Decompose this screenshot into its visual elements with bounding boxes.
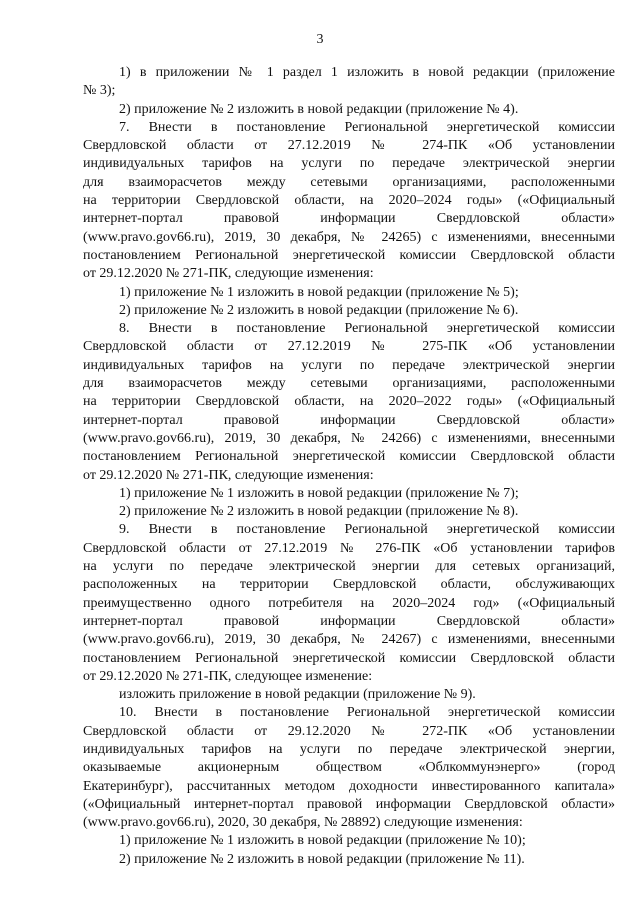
text-line: индивидуальных тарифов на услуги по передаче электрической энергии, — [83, 741, 615, 757]
page-number: 3 — [316, 32, 324, 47]
text-line: (www.pravo.gov66.ru), 2019, 30 декабря, № 24266) с изменениями, внесенными — [83, 430, 615, 446]
text-line: № 3); — [83, 83, 116, 99]
text-line: интернет-портал правовой информации Свердловской области» — [83, 412, 615, 428]
text-line: 10. Внести в постановление Региональной энергетической комиссии — [119, 705, 615, 721]
text-line: расположенных на территории Свердловской области, обслуживающих — [83, 577, 615, 593]
text-line: Свердловской области от 29.12.2020 № 272-ПК «Об установлении — [83, 723, 615, 739]
text-line: Екатеринбург), рассчитанных методом доходности инвестированного капитала» — [83, 778, 615, 794]
text-line: от 29.12.2020 № 271-ПК, следующее изменение: — [83, 668, 373, 684]
text-line: 1) в приложении № 1 раздел 1 изложить в новой редакции (приложение — [119, 65, 615, 80]
text-line: для взаиморасчетов между сетевыми организациями, расположенными — [83, 174, 615, 190]
text-line: от 29.12.2020 № 271-ПК, следующие изменения: — [83, 266, 374, 282]
text-line: 2) приложение № 2 изложить в новой редакции (приложение № 8). — [119, 504, 519, 520]
text-line: индивидуальных тарифов на услуги по передаче электрической энергии — [83, 156, 615, 172]
text-line: (www.pravo.gov66.ru), 2020, 30 декабря, № 28892) следующие изменения: — [83, 815, 523, 831]
text-line: Свердловской области от 27.12.2019 № 274-ПК «Об установлении — [83, 138, 615, 154]
text-line: 1) приложение № 1 изложить в новой редакции (приложение № 10); — [119, 833, 526, 849]
text-line: индивидуальных тарифов на услуги по передаче электрической энергии — [83, 357, 615, 373]
text-line: (www.pravo.gov66.ru), 2019, 30 декабря, № 24267) с изменениями, внесенными — [83, 632, 615, 648]
text-line: Свердловской области от 27.12.2019 № 276-ПК «Об установлении тарифов — [83, 540, 615, 556]
text-line: на услуги по передаче электрической энергии для сетевых организаций, — [83, 559, 615, 575]
text-line: Свердловской области от 27.12.2019 № 275-ПК «Об установлении — [83, 339, 615, 355]
text-line: 1) приложение № 1 изложить в новой редакции (приложение № 5); — [119, 284, 519, 300]
text-line: 9. Внести в постановление Региональной энергетической комиссии — [119, 522, 615, 538]
text-line: на территории Свердловской области, на 2020–2024 годы» («Официальный — [83, 193, 615, 209]
text-line: (www.pravo.gov66.ru), 2019, 30 декабря, № 24265) с изменениями, внесенными — [83, 229, 615, 245]
text-line: постановлением Региональной энергетической комиссии Свердловской области — [83, 247, 615, 263]
text-line: 2) приложение № 2 изложить в новой редакции (приложение № 11). — [119, 851, 525, 867]
text-line: («Официальный интернет-портал правовой информации Свердловской области» — [83, 796, 615, 812]
text-line: изложить приложение в новой редакции (приложение № 9). — [119, 687, 476, 703]
text-line: интернет-портал правовой информации Свердловской области» — [83, 613, 615, 629]
text-line: интернет-портал правовой информации Свердловской области» — [83, 211, 615, 227]
document-body — [83, 64, 615, 869]
text-line: 7. Внести в постановление Региональной энергетической комиссии — [119, 119, 615, 135]
text-line: преимущественно одного потребителя на 2020–2024 год» («Официальный — [83, 595, 615, 611]
text-line: на территории Свердловской области, на 2020–2022 годы» («Официальный — [83, 394, 615, 410]
text-line: 8. Внести в постановление Региональной энергетической комиссии — [119, 321, 615, 337]
text-line: для взаиморасчетов между сетевыми организациями, расположенными — [83, 376, 615, 392]
text-line: 2) приложение № 2 изложить в новой редакции (приложение № 4). — [119, 101, 519, 117]
text-line: 1) приложение № 1 изложить в новой редакции (приложение № 7); — [119, 485, 519, 501]
text-line: постановлением Региональной энергетической комиссии Свердловской области — [83, 650, 615, 666]
text-line: от 29.12.2020 № 271-ПК, следующие изменения: — [83, 467, 374, 483]
text-line: 2) приложение № 2 изложить в новой редакции (приложение № 6). — [119, 302, 519, 318]
text-line: постановлением Региональной энергетической комиссии Свердловской области — [83, 449, 615, 465]
text-line: оказываемые акционерным обществом «Облкоммунэнерго» (город — [83, 760, 615, 776]
